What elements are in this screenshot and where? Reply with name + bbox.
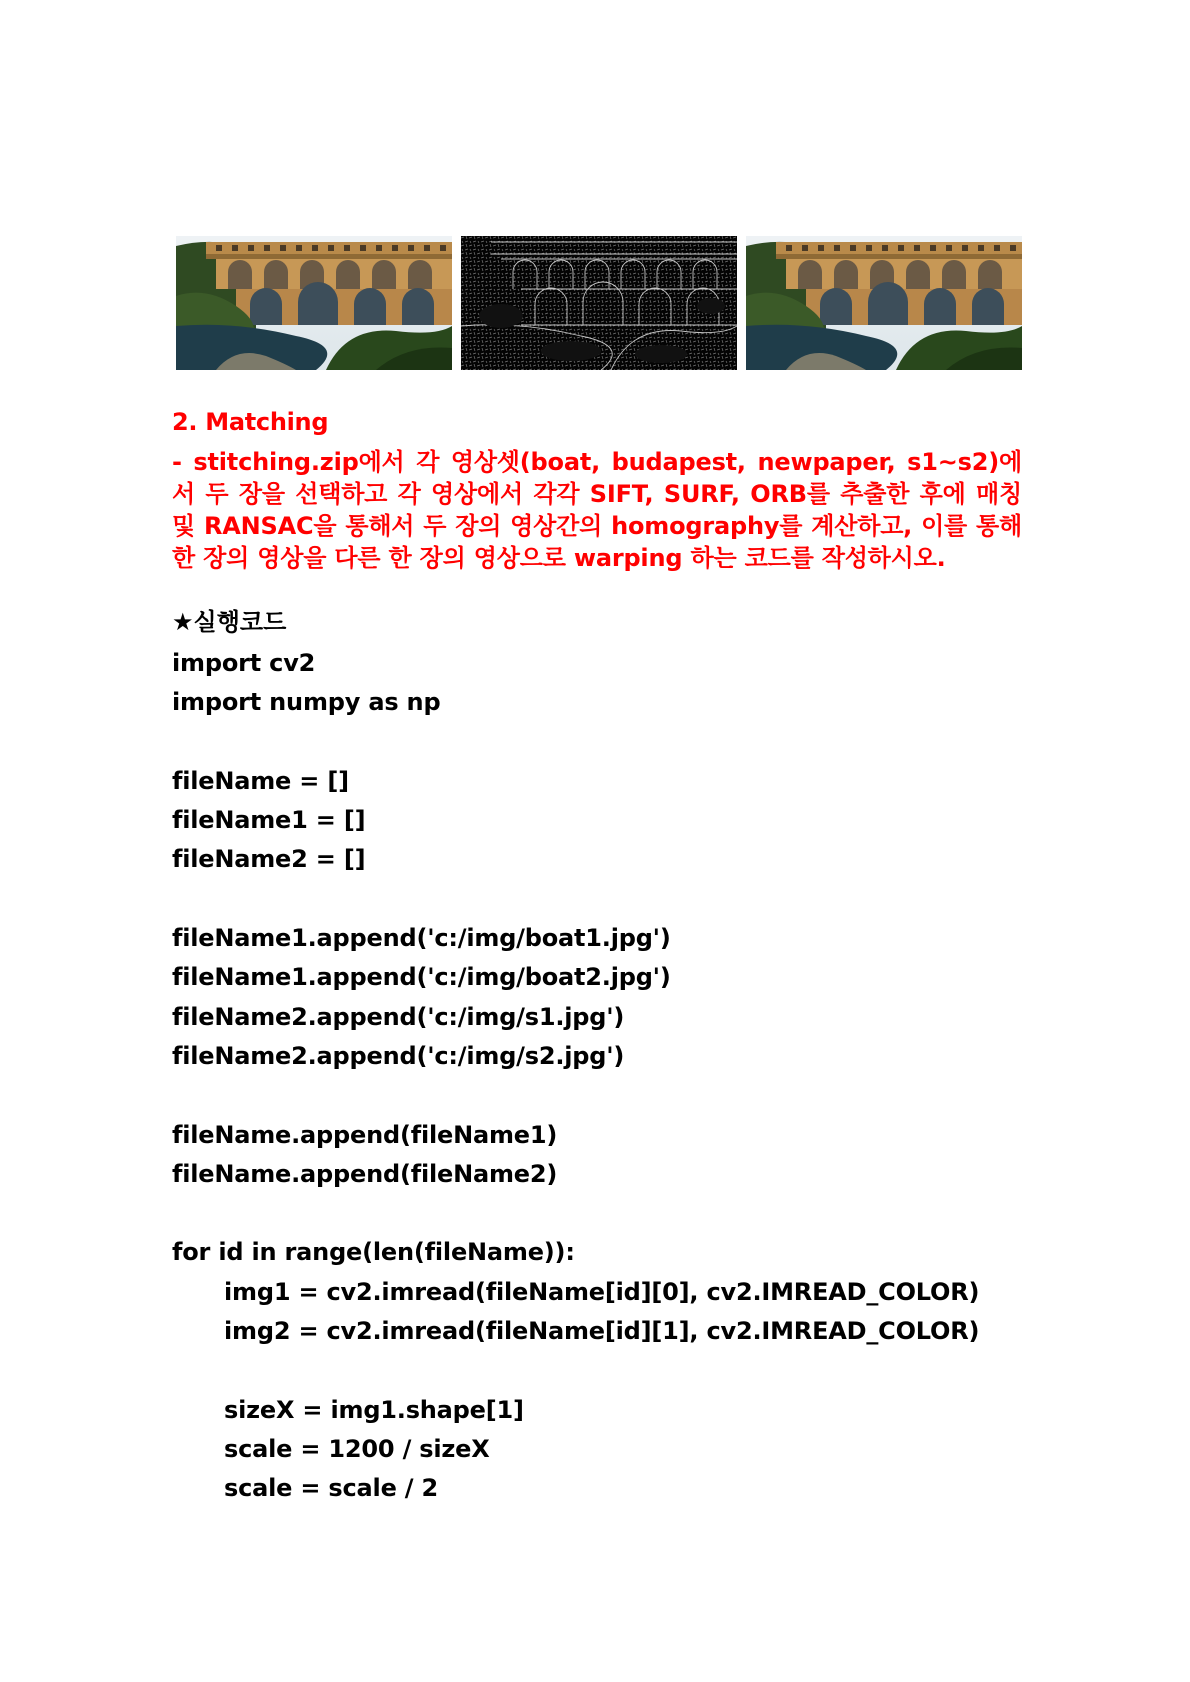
code-line (172, 1351, 979, 1390)
code-line: img1 = cv2.imread(fileName[id][0], cv2.IMREAD_COLOR) (224, 1277, 980, 1306)
code-line: fileName.append(fileName1) (172, 1120, 558, 1149)
code-line: scale = scale / 2 (224, 1474, 439, 1503)
code-line (172, 880, 979, 919)
code-line: sizeX = img1.shape[1] (224, 1395, 524, 1424)
aqueduct-edge-map (461, 236, 737, 370)
code-line (172, 723, 979, 762)
code-line (172, 1076, 979, 1115)
code-line: fileName2.append('c:/img/s1.jpg') (172, 1002, 625, 1031)
code-label: ★실행코드 (172, 608, 287, 636)
code-line: for id in range(len(fileName)): (172, 1238, 575, 1267)
code-line: fileName1.append('c:/img/boat1.jpg') (172, 924, 671, 953)
code-line: scale = 1200 / sizeX (224, 1434, 490, 1463)
code-line (172, 1194, 979, 1233)
aqueduct-photo-right (746, 236, 1022, 370)
code-line: fileName2.append('c:/img/s2.jpg') (172, 1041, 625, 1070)
aqueduct-photo-left (176, 236, 452, 370)
code-line: fileName1 = [] (172, 806, 366, 835)
code-line: fileName1.append('c:/img/boat2.jpg') (172, 963, 671, 992)
code-line: fileName.append(fileName2) (172, 1159, 558, 1188)
code-block (172, 644, 979, 1509)
code-line: img2 = cv2.imread(fileName[id][1], cv2.IMREAD_COLOR) (224, 1317, 980, 1346)
code-line: import numpy as np (172, 688, 441, 717)
section-heading: 2. Matching (172, 408, 329, 436)
code-line: import cv2 (172, 649, 316, 677)
code-line: fileName = [] (172, 766, 349, 795)
code-line: fileName2 = [] (172, 845, 366, 874)
figure-row (176, 236, 1022, 372)
assignment-instructions: - stitching.zip에서 각 영상셋(boat, budapest, newpaper, s1~s2)에서 두 장을 선택하고 각 영상에서 각각 SIFT, SURF, ORB를 추출한 후에 매칭 및 RANSAC을 통해서 두 장의 영상간의 homography를 계산하고, 이를 통해 한 장의 영상을 다른 한 장의 영상으로 warping 하는 코드를 작성하시오. (172, 448, 1022, 572)
